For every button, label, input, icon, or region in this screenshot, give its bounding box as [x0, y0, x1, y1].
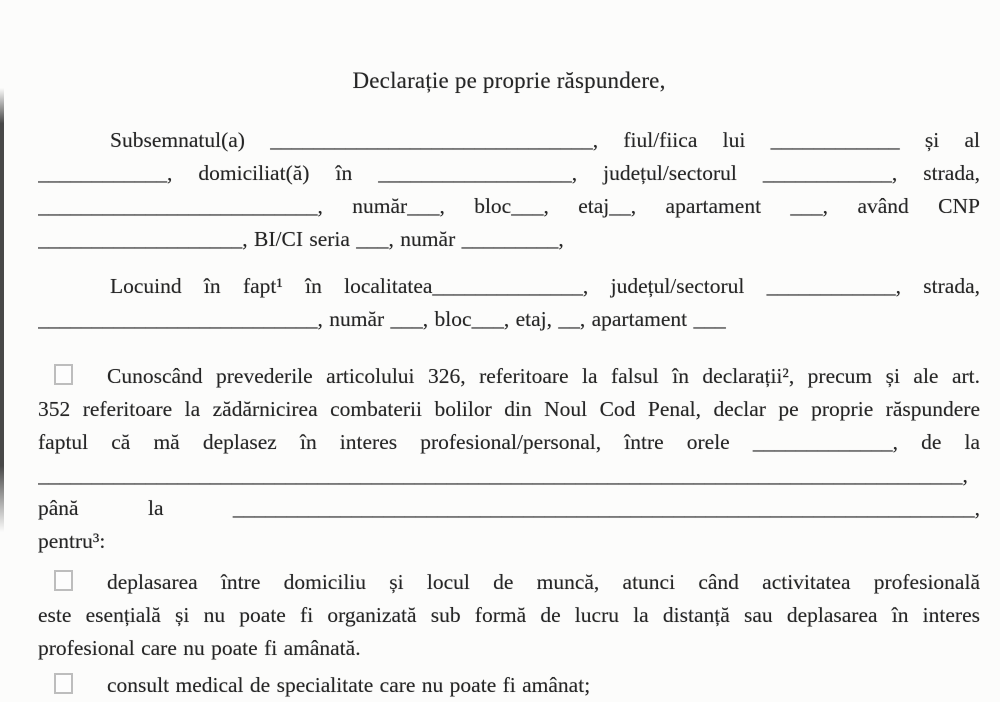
checkbox-icon[interactable]	[54, 673, 73, 694]
checkbox-icon[interactable]	[54, 364, 73, 385]
form-line	[38, 459, 980, 492]
form-line-text: Locuind în fapt¹ în localitatea______________, județul/sectorul ____________, strada,	[110, 274, 980, 298]
form-line	[38, 632, 980, 665]
form-line-text: ___________________, BI/CI seria ___, număr _________,	[38, 227, 564, 251]
form-line	[38, 303, 980, 336]
document-body	[38, 124, 980, 702]
form-line	[38, 426, 980, 459]
checkbox-icon[interactable]	[54, 570, 73, 591]
form-line-text: 352 referitoare la zădărnicirea combaterii bolilor din Noul Cod Penal, declar pe proprie răspundere	[38, 397, 980, 421]
form-line-text: ______________________________________________________________________________________,	[38, 463, 968, 487]
paragraph-declaration	[38, 360, 980, 558]
form-line	[38, 669, 980, 702]
form-line	[38, 566, 980, 599]
scan-edge-artifact	[0, 88, 4, 532]
form-line	[38, 270, 980, 303]
form-line-text: faptul că mă deplasez în interes profesional/personal, între orele _____________, de la	[38, 430, 980, 454]
form-line-text: Subsemnatul(a) ______________________________, fiul/fiica lui ____________ și al	[110, 128, 980, 152]
paragraph-residence	[38, 270, 980, 336]
paragraph-reason-work	[38, 566, 980, 665]
form-line	[38, 124, 980, 157]
form-line	[38, 223, 980, 256]
form-line-text: profesional care nu poate fi amânată.	[38, 636, 361, 660]
form-line-text: este esențială și nu poate fi organizată sub formă de lucru la distanță sau deplasarea în interes	[38, 603, 980, 627]
form-line	[38, 525, 980, 558]
page-title: Declarație pe proprie răspundere,	[352, 68, 666, 93]
form-line-text: pentru³:	[38, 529, 106, 553]
paragraph-reason-medical	[38, 669, 980, 702]
form-line-text: Cunoscând prevederile articolului 326, referitoare la falsul în declarații², precum și ale art.	[107, 364, 980, 388]
form-line	[38, 360, 980, 393]
paragraph-identity	[38, 124, 980, 256]
form-line	[38, 599, 980, 632]
form-line-text: __________________________, număr___, bloc___, etaj__, apartament ___, având CNP	[38, 194, 980, 218]
form-line	[38, 190, 980, 223]
form-line	[38, 157, 980, 190]
form-line-text: ____________, domiciliat(ă) în __________________, județul/sectorul ____________, strada,	[38, 161, 980, 185]
form-line-text: __________________________, număr ___, bloc___, etaj, __, apartament ___	[38, 307, 726, 331]
form-line-text: consult medical de specialitate care nu poate fi amânat;	[107, 673, 591, 697]
form-line	[38, 492, 980, 525]
form-line-text: până la _____________________________________________________________________,	[38, 496, 980, 520]
form-line-text: deplasarea între domiciliu și locul de muncă, atunci când activitatea profesională	[107, 570, 980, 594]
form-line	[38, 393, 980, 426]
